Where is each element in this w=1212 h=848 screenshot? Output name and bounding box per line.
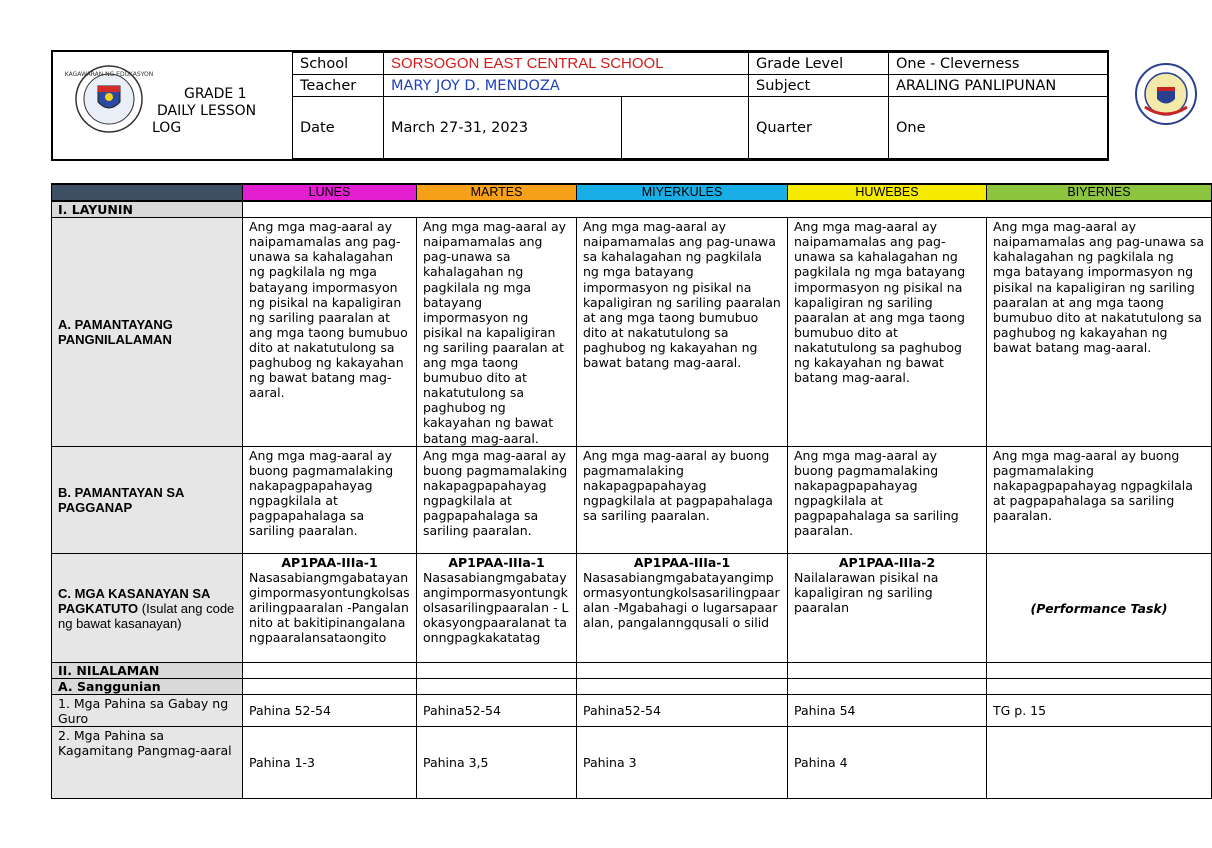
cell-gabay-biyernes: TG p. 15 — [987, 694, 1212, 726]
days-header-row — [52, 184, 1212, 201]
empty-cell — [987, 678, 1212, 694]
title-line-1: GRADE 1 — [184, 86, 247, 102]
table-row — [52, 726, 1212, 798]
empty-cell — [417, 678, 577, 694]
section-layunin: I. LAYUNIN — [52, 201, 243, 218]
subject-label: Subject — [749, 75, 889, 97]
row-head-pamantayang-pangnilalaman: A. PAMANTAYANG PANGNILALAMAN — [52, 218, 243, 446]
section-layunin-fill — [243, 201, 1212, 218]
corner-header-cell — [52, 184, 243, 201]
teacher-value: MARY JOY D. MENDOZA — [384, 75, 749, 97]
cell-pagganap-miyerkules: Ang mga mag-aaral ay buong pagmamalaking nakapagpapahayag ngpagkilala at pagpapahalaga sa sariling paaralan. — [577, 446, 788, 553]
day-header-martes: MARTES — [417, 184, 577, 201]
cell-kasanayan-miyerkules — [577, 553, 788, 662]
competency-text: Nasasabiangmgabatayangimpormasyontungkolsasarilingpaaralan -Pangalannito at bakitipinangalanangpaaralansataongito — [249, 569, 410, 646]
empty-cell — [577, 662, 788, 678]
row-head-pamantayan-sa-pagganap: B. PAMANTAYAN SA PAGGANAP — [52, 446, 243, 553]
cell-kagamitan-martes: Pahina 3,5 — [417, 726, 577, 798]
empty-cell — [243, 662, 417, 678]
cell-gabay-huwebes: Pahina 54 — [788, 694, 987, 726]
title-line-3: LOG — [152, 120, 182, 136]
kasanayan-head-note: (Isulat ang code ng bawat kasanayan) — [58, 600, 235, 631]
competency-text: Nasasabiangmgabatayangimpormasyontungkolsasarilingpaaralan - Lokasyongpaaralanat taonngpagkakatatag — [423, 569, 569, 646]
subject-value: ARALING PANLIPUNAN — [889, 75, 1109, 97]
lesson-table — [51, 183, 1212, 799]
day-header-miyerkules: MIYERKULES — [577, 184, 788, 201]
school-seal-icon — [1135, 63, 1197, 125]
table-row — [52, 553, 1212, 662]
header-info-table — [292, 52, 1109, 159]
competency-code: AP1PAA-IIIa-1 — [448, 554, 545, 570]
svg-text:KAGAWARAN NG EDUKASYON: KAGAWARAN NG EDUKASYON — [64, 71, 154, 78]
kasanayan-head-bold: C. MGA KASANAYAN SA PAGKATUTO — [58, 585, 210, 616]
cell-pagganap-lunes: Ang mga mag-aaral ay buong pagmamalaking nakapagpapahayag ngpagkilala at pagpapahalaga sa sariling paaralan. — [243, 446, 417, 553]
cell-pagganap-biyernes: Ang mga mag-aaral ay buong pagmamalaking nakapagpapahayag ngpagkilala at pagpapahalaga sa sariling paaralan. — [987, 446, 1212, 553]
cell-pamantayang-martes: Ang mga mag-aaral ay naipamamalas ang pag-unawa sa kahalagahan ng pagkilala ng mga batayang impormasyon ng pisikal na kapaligiran ng sariling paaralan at ang mga taong bumubuo dito at nakatutulong sa paghubog ng kakayahan ng bawat batang mag-aaral. — [417, 218, 577, 446]
day-header-lunes: LUNES — [243, 184, 417, 201]
row-head-kagamitang-pangmag-aaral: 2. Mga Pahina sa Kagamitang Pangmag-aaral — [52, 726, 243, 798]
day-header-biyernes: BIYERNES — [987, 184, 1212, 201]
competency-text: Nasasabiangmgabatayangimpormasyontungkolsasarilingpaaralan -Mgabahagi o lugarsapaaralan, pangalanngqusali o silid — [583, 569, 780, 630]
empty-cell — [417, 662, 577, 678]
cell-kagamitan-biyernes — [987, 726, 1212, 798]
competency-text: Nailalarawan pisikal na kapaligiran ng sariling paaralan — [794, 569, 939, 615]
cell-pamantayang-lunes: Ang mga mag-aaral ay naipamamalas ang pag-unawa sa kahalagahan ng pagkilala ng mga batayang impormasyon ng pisikal na kapaligiran ng sariling paaralan at ang mga taong bumubuo dito at nakatutulong sa paghubog ng kakayahan ng bawat batang mag-aaral. — [243, 218, 417, 446]
teacher-label: Teacher — [293, 75, 384, 97]
cell-kagamitan-lunes: Pahina 1-3 — [243, 726, 417, 798]
quarter-label: Quarter — [749, 97, 889, 159]
competency-code: AP1PAA-IIIa-2 — [838, 554, 936, 570]
school-label: School — [293, 53, 384, 75]
competency-code: AP1PAA-IIIa-1 — [281, 554, 378, 570]
quarter-value: One — [889, 97, 1109, 159]
page-title — [152, 86, 292, 137]
cell-pamantayang-huwebes: Ang mga mag-aaral ay naipamamalas ang pag-unawa sa kahalagahan ng pagkilala ng mga batayang impormasyon ng pisikal na kapaligiran ng sariling paaralan at ang mga taong bumubuo dito at nakatutulong sa paghubog ng kakayahan ng bawat batang mag-aaral. — [788, 218, 987, 446]
cell-kasanayan-huwebes — [788, 553, 987, 662]
deped-seal-icon — [64, 64, 154, 134]
empty-cell — [243, 678, 417, 694]
title-line-2: DAILY LESSON — [157, 103, 257, 119]
cell-kasanayan-lunes — [243, 553, 417, 662]
cell-pamantayang-miyerkules: Ang mga mag-aaral ay naipamamalas ang pag-unawa sa kahalagahan ng pagkilala ng mga batayang impormasyon ng pisikal na kapaligiran ng sariling paaralan at ang mga taong bumubuo dito at nakatutulong sa paghubog ng kakayahan ng bawat batang mag-aaral. — [577, 218, 788, 446]
empty-cell — [577, 678, 788, 694]
table-row — [52, 446, 1212, 553]
section-sanggunian: A. Sanggunian — [52, 678, 243, 694]
row-head-kasanayan — [52, 553, 243, 662]
cell-pamantayang-biyernes: Ang mga mag-aaral ay naipamamalas ang pag-unawa sa kahalagahan ng pagkilala ng mga batayang impormasyon ng pisikal na kapaligiran ng sariling paaralan at ang mga taong bumubuo dito at nakatutulong sa paghubog ng kakayahan ng bawat batang mag-aaral. — [987, 218, 1212, 446]
cell-kasanayan-martes — [417, 553, 577, 662]
cell-gabay-lunes: Pahina 52-54 — [243, 694, 417, 726]
empty-cell — [788, 662, 987, 678]
cell-kagamitan-miyerkules: Pahina 3 — [577, 726, 788, 798]
cell-kasanayan-biyernes-performance-task: (Performance Task) — [987, 553, 1212, 662]
cell-gabay-miyerkules: Pahina52-54 — [577, 694, 788, 726]
date-empty-cell — [622, 97, 749, 159]
section-nilalaman: II. NILALAMAN — [52, 662, 243, 678]
cell-kagamitan-huwebes: Pahina 4 — [788, 726, 987, 798]
day-header-huwebes: HUWEBES — [788, 184, 987, 201]
grade-label: Grade Level — [749, 53, 889, 75]
empty-cell — [987, 662, 1212, 678]
row-head-gabay-ng-guro: 1. Mga Pahina sa Gabay ng Guro — [52, 694, 243, 726]
date-label: Date — [293, 97, 384, 159]
competency-code: AP1PAA-IIIa-1 — [633, 554, 731, 570]
cell-pagganap-martes: Ang mga mag-aaral ay buong pagmamalaking nakapagpapahayag ngpagkilala at pagpapahalaga sa sariling paaralan. — [417, 446, 577, 553]
empty-cell — [788, 678, 987, 694]
cell-gabay-martes: Pahina52-54 — [417, 694, 577, 726]
school-value: SORSOGON EAST CENTRAL SCHOOL — [384, 53, 749, 75]
table-row — [52, 218, 1212, 446]
table-row — [52, 694, 1212, 726]
cell-pagganap-huwebes: Ang mga mag-aaral ay buong pagmamalaking nakapagpapahayag ngpagkilala at pagpapahalaga sa sariling paaralan. — [788, 446, 987, 553]
grade-value: One - Cleverness — [889, 53, 1109, 75]
date-value: March 27-31, 2023 — [384, 97, 622, 159]
